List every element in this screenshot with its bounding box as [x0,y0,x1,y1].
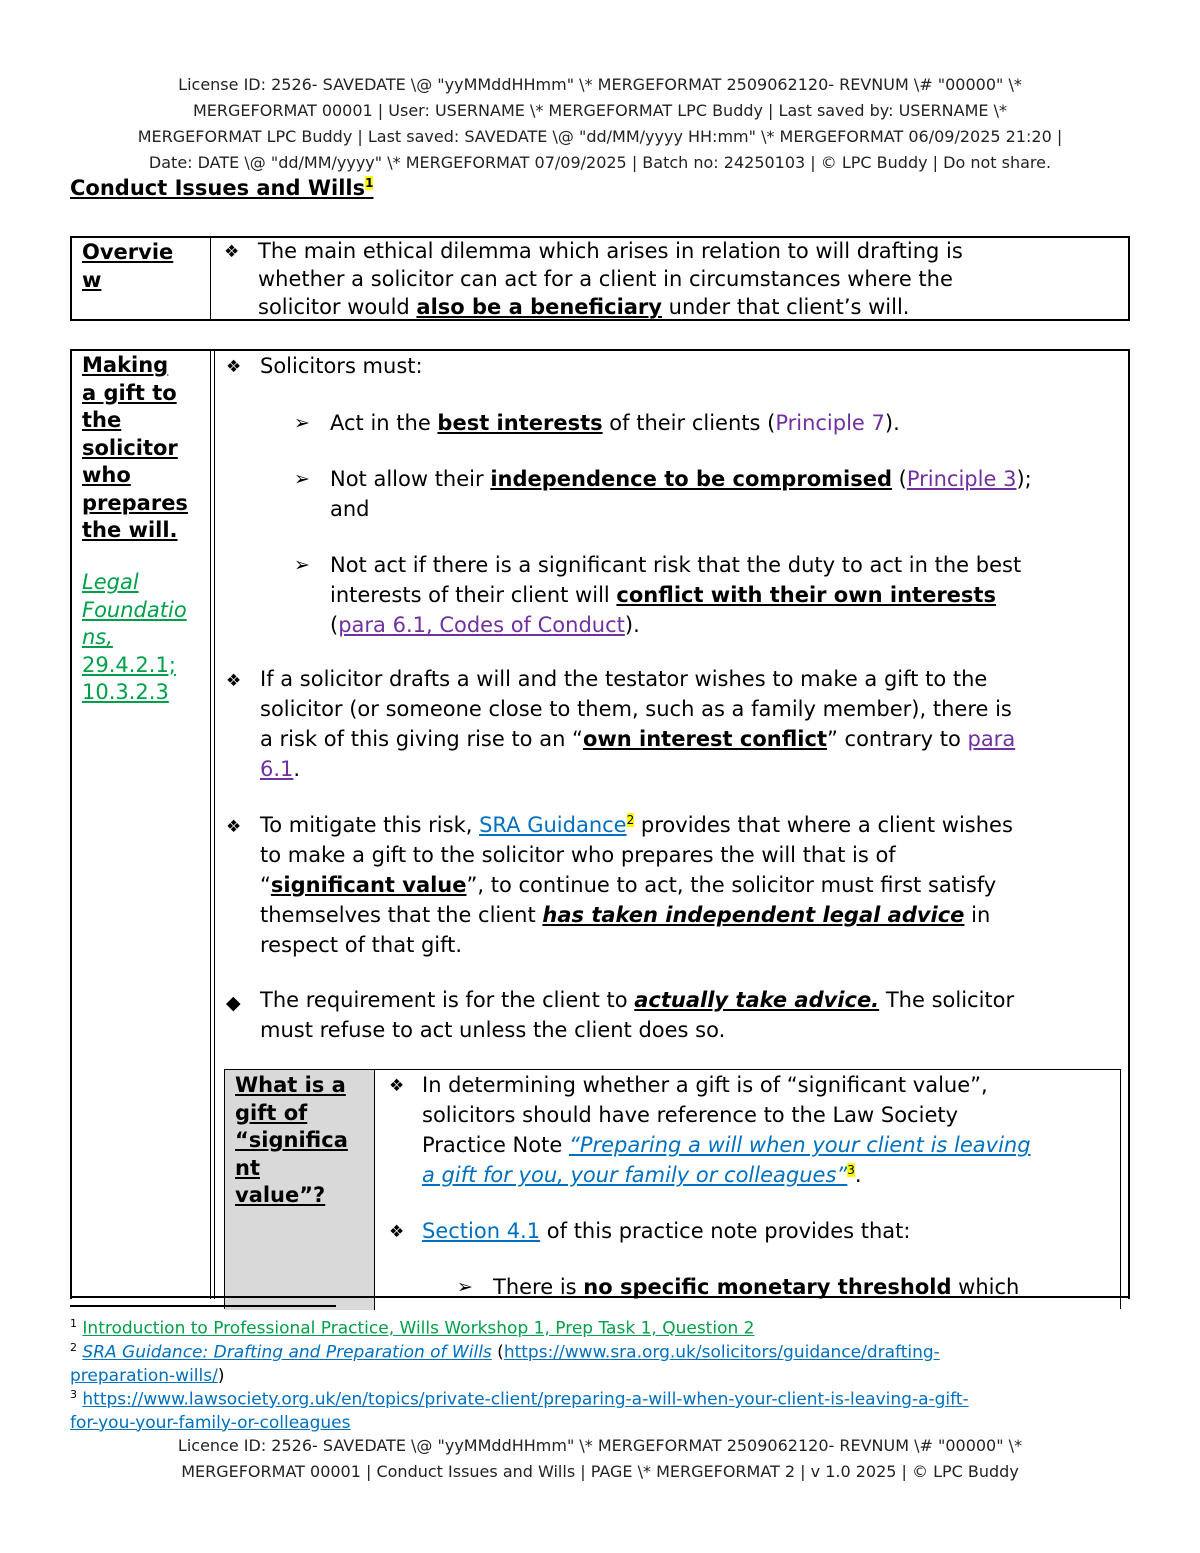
footnote-2-url-cont[interactable]: preparation-wills/ [70,1365,218,1386]
practice-note-paragraph: In determining whether a gift is of “significant value”, solicitors should have reference to the Law Society Practice Note “Preparing a will when your client is leaving a gift for you, your family or colleagues”$^3$. [422,1073,1031,1187]
section-4-1-paragraph: Section 4.1 of this practice note provides that: [422,1219,911,1243]
gift-table [70,349,1130,1299]
sra-guidance-paragraph: To mitigate this risk, SRA Guidance$^2$ provides that where a client wishes to make a gift to the solicitor who prepares the will that is of “significant value”, to continue to act, the solicitor must first satisfy themselves that the client has taken independent legal advice in respect of that gift. [260,813,1013,957]
header-line-3: MERGEFORMAT LPC Buddy | Last saved: SAVEDATE \@ "dd/MM/yyyy HH:mm" \* MERGEFORMAT 06/09/2025 21:20 | [137,127,1063,146]
para-6-1-codes-link[interactable]: para 6.1, Codes of Conduct [338,613,625,637]
header-line-4: Date: DATE \@ "dd/MM/yyyy" \* MERGEFORMAT 07/09/2025 | Batch no: 24250103 | © LPC Buddy | Do not share. [148,153,1052,172]
conflict-item: Not act if there is a significant risk that the duty to act in the best interests of their client will conflict with their own interests (para 6.1, Codes of Conduct). [330,553,1022,637]
practice-note-link[interactable]: “Preparing a will when your client is leaving [568,1133,1031,1157]
bullet-icon: ❖ [389,1222,405,1242]
significant-value-table [224,1069,1121,1309]
own-interest-paragraph: If a solicitor drafts a will and the testator wishes to make a gift to the solicitor (or someone close to them, such as a family member), there is a risk of this giving rise to an “own interest conflict” contrary to para 6.1. [260,667,1016,781]
section-4-1-link[interactable]: Section 4.1 [422,1219,541,1243]
bullet-icon: ❖ [226,817,242,837]
table-bottom-border [70,1296,1130,1298]
footnote-3: $^3$ https://www.lawsociety.org.uk/en/topics/private-client/preparing-a-will-when-your-client-is-leaving-a-gift- for-you-your-family-or-colleagues [70,1388,969,1433]
principle-7-link[interactable]: Principle 7 [775,411,885,435]
footer-line-1: Licence ID: 2526- SAVEDATE \@ "yyMMddHHmm" \* MERGEFORMAT 2509062120- REVNUM \# "00000" \* [177,1436,1023,1455]
legal-foundations-ref[interactable]: Legal Foundatio ns, 29.4.2.1; 10.3.2.3 [82,570,187,704]
footnote-3-url[interactable]: https://www.lawsociety.org.uk/en/topics/private-client/preparing-a-will-when-your-client-is-leaving-a-gift- [82,1389,969,1410]
para-6-1-link-cont[interactable]: 6.1 [260,757,294,781]
footnote-1-link[interactable]: Introduction to Professional Practice, Wills Workshop 1, Prep Task 1, Question 2 [82,1318,755,1339]
document-footer [66,1433,1134,1485]
practice-note-link-cont[interactable]: a gift for you, your family or colleagues” [422,1163,848,1187]
gift-section-label: Making a gift to the solicitor who prepares the will. [82,353,188,542]
no-threshold-item: There is no specific monetary threshold which [493,1275,1020,1299]
arrow-icon: ➢ [294,554,310,576]
footnote-3-url-cont[interactable]: for-you-your-family-or-colleagues [70,1412,351,1433]
footnote-2: $^2$ SRA Guidance: Drafting and Preparation of Wills (https://www.sra.org.uk/solicitors/guidance/drafting- preparation-wills/) [70,1341,940,1386]
sra-guidance-link[interactable]: SRA Guidance [479,813,627,837]
bullet-icon: ❖ [224,242,240,262]
arrow-icon: ➢ [294,412,310,434]
arrow-icon: ➢ [457,1276,473,1298]
overview-table [70,236,1130,321]
arrow-icon: ➢ [294,468,310,490]
footnote-separator [70,1305,336,1307]
bullet-icon: ❖ [226,671,242,691]
page-title: Conduct Issues and Wills$^1$ [70,176,374,200]
footnote-2-url[interactable]: https://www.sra.org.uk/solicitors/guidance/drafting- [503,1342,940,1363]
principle-3-link[interactable]: Principle 3 [906,467,1017,491]
principle-7-item: Act in the best interests of their clients (Principle 7). [330,411,900,435]
footnote-ref-2[interactable]: 2 [626,813,635,827]
bullet-icon: ❖ [389,1076,405,1096]
principle-3-item: Not allow their independence to be compromised (Principle 3); and [330,467,1032,521]
para-6-1-link[interactable]: para [967,727,1016,751]
document-header [66,72,1134,176]
significant-value-label: What is a gift of “significa nt value”? [235,1073,348,1207]
overview-label: Overvie w [82,240,174,292]
header-line-2: MERGEFORMAT 00001 | User: USERNAME \* MERGEFORMAT LPC Buddy | Last saved by: USERNAME \* [193,101,1007,120]
title-footnote-ref[interactable]: 1 [365,176,374,190]
take-advice-paragraph: The requirement is for the client to actually take advice. The solicitor must refuse to act unless the client does so. [260,988,1015,1042]
footer-line-2: MERGEFORMAT 00001 | Conduct Issues and Wills | PAGE \* MERGEFORMAT 2 | v 1.0 2025 | © LPC Buddy [181,1462,1019,1481]
footnote-2-title-link[interactable]: SRA Guidance: Drafting and Preparation of Wills [82,1342,492,1363]
header-line-1: License ID: 2526- SAVEDATE \@ "yyMMddHHmm" \* MERGEFORMAT 2509062120- REVNUM \# "00000" \* [178,75,1022,94]
bullet-icon: ❖ [226,357,242,377]
footnote-1: $^1$ Introduction to Professional Practice, Wills Workshop 1, Prep Task 1, Question 2 [70,1317,755,1339]
solicitors-must: Solicitors must: [260,354,423,378]
footnote-ref-3[interactable]: 3 [847,1163,855,1177]
overview-text: The main ethical dilemma which arises in relation to will drafting is whether a solicitor can act for a client in circumstances where the solicitor would also be a beneficiary under that client’s will. [258,239,963,319]
diamond-bullet-icon: ◆ [226,992,241,1014]
